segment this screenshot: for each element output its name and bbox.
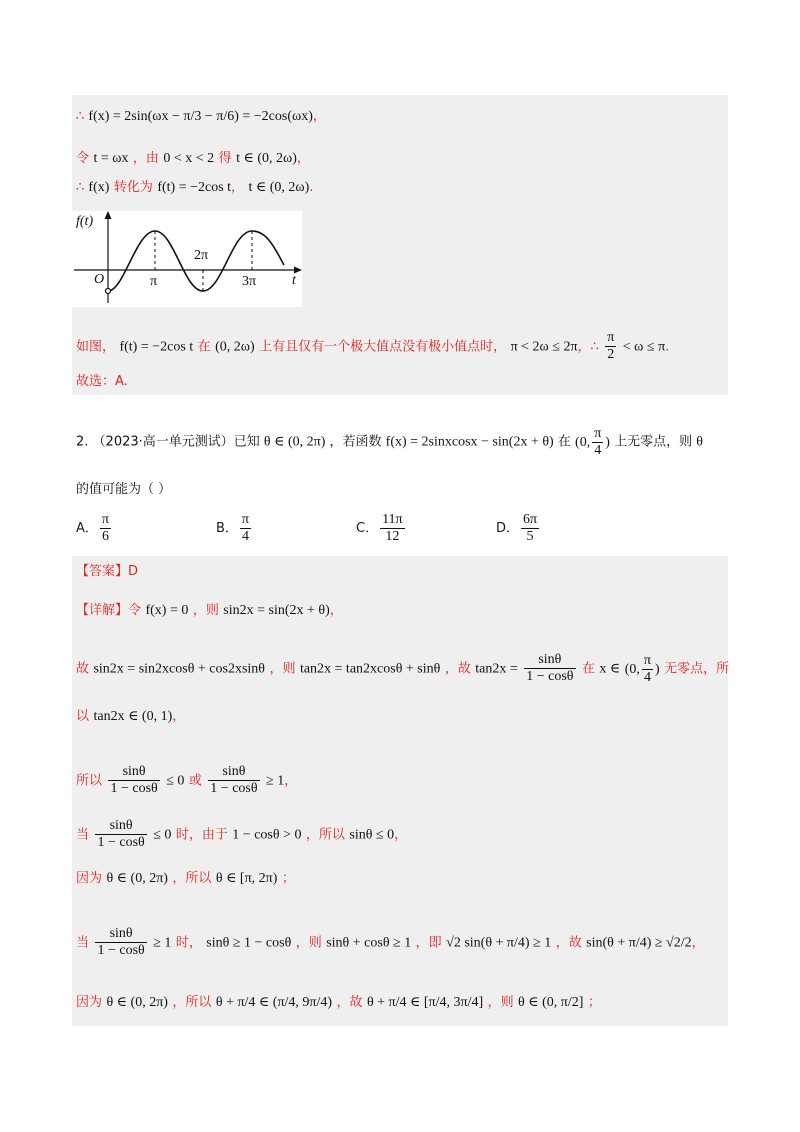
option-d[interactable]: D． $\frac{6\pi}{5}$	[496, 512, 538, 544]
option-a[interactable]: A． $\frac{\pi}{6}$	[76, 512, 109, 544]
detail-line-4: 所以 $\frac{\sin\theta}{1 - \cos\theta}$ ≤ 0 或 $\frac{\sin\theta}{1 - \cos\theta}$ ≥ 1，	[76, 764, 298, 796]
tick-label-pi: π	[150, 274, 158, 289]
solution-conclusion: 故选：A.	[76, 374, 128, 389]
detail-line-5: 当 $\frac{\sin\theta}{1 - \cos\theta}$ ≤ 0 时，由于 1 − cosθ > 0 ，所以 sinθ ≤ 0，	[76, 818, 408, 850]
question-2: 2. （2023·高一单元测试）已知 θ ∈ (0, 2π) ，若函数 f(x) = 2sinxcosx − sin(2x + θ) 在 (0, $\frac{\pi}{4}$ ) 上无零点，则 θ	[76, 426, 703, 458]
detail-line-1: 【详解】令 f(x) = 0 ，则 sin2x = sin(2x + θ)，	[76, 603, 343, 618]
math-expr: f(x) = 2sin(ωx − π/3 − π/6) = −2cos(ωx)	[88, 109, 313, 124]
answer-tag: 【答案】D	[76, 564, 139, 579]
fraction-pi-2: $\frac{\pi}{2}$	[607, 330, 615, 362]
option-c[interactable]: C． $\frac{11\pi}{12}$	[356, 512, 403, 544]
therefore-symbol: ∴	[76, 109, 89, 124]
question-2-line-2: 的值可能为（ ）	[76, 482, 172, 497]
f-axis-arrow	[105, 211, 112, 219]
solution-line-2: 令 t = ωx ，由 0 < x < 2 得 t ∈ (0, 2ω)，	[76, 151, 310, 166]
cosine-graph	[72, 211, 302, 307]
detail-line-6: 因为 θ ∈ (0, 2π) ，所以 θ ∈ [π, 2π) ；	[76, 871, 295, 886]
open-endpoint	[106, 289, 111, 294]
y-axis-label: f(t)	[76, 214, 94, 229]
x-axis-label: t	[292, 273, 296, 288]
solution-line-4: 如图， f(t) = −2cos t 在 (0, 2ω) 上有且仅有一个极大值点没有极小值点时， π < 2ω ≤ 2π，∴ $\frac{\pi}{2}$ < ω ≤ π.	[76, 330, 670, 362]
option-b[interactable]: B． $\frac{\pi}{4}$	[216, 512, 249, 544]
solution-line-3: ∴ f(x) 转化为 f(t) = −2cos t， t ∈ (0, 2ω).	[76, 180, 314, 195]
tick-label-2pi: 2π	[194, 248, 209, 263]
detail-line-7: 当 $\frac{\sin\theta}{1 - \cos\theta}$ ≥ 1 时， sinθ ≥ 1 − cosθ ，则 sinθ + cosθ ≥ 1 ，即 √2 sin(θ + π/4) ≥ 1 ，故 sin(θ + π/4) ≥ √2/2，	[76, 926, 705, 958]
tick-label-3pi: 3π	[242, 274, 257, 289]
detail-line-2: 故 sin2x = sin2xcosθ + cos2xsinθ ，则 tan2x = tan2xcosθ + sinθ ，故 tan2x = $\frac{\sin\theta}{1 - \cos\theta}$ 在 x ∈ (0, $\frac{\pi}{4}$ ) 无零点，所	[76, 652, 730, 685]
cosine-graph-svg	[72, 211, 302, 307]
solution-line-1: ∴ f(x) = 2sin(ωx − π/3 − π/6) = −2cos(ωx)，	[76, 109, 326, 124]
origin-label: O	[94, 272, 105, 287]
detail-line-8: 因为 θ ∈ (0, 2π) ，所以 θ + π/4 ∈ (π/4, 9π/4) ，故 θ + π/4 ∈ [π/4, 3π/4] ，则 θ ∈ (0, π/2] ；	[76, 995, 601, 1010]
detail-line-3: 以 tan2x ∈ (0, 1)，	[76, 709, 186, 724]
